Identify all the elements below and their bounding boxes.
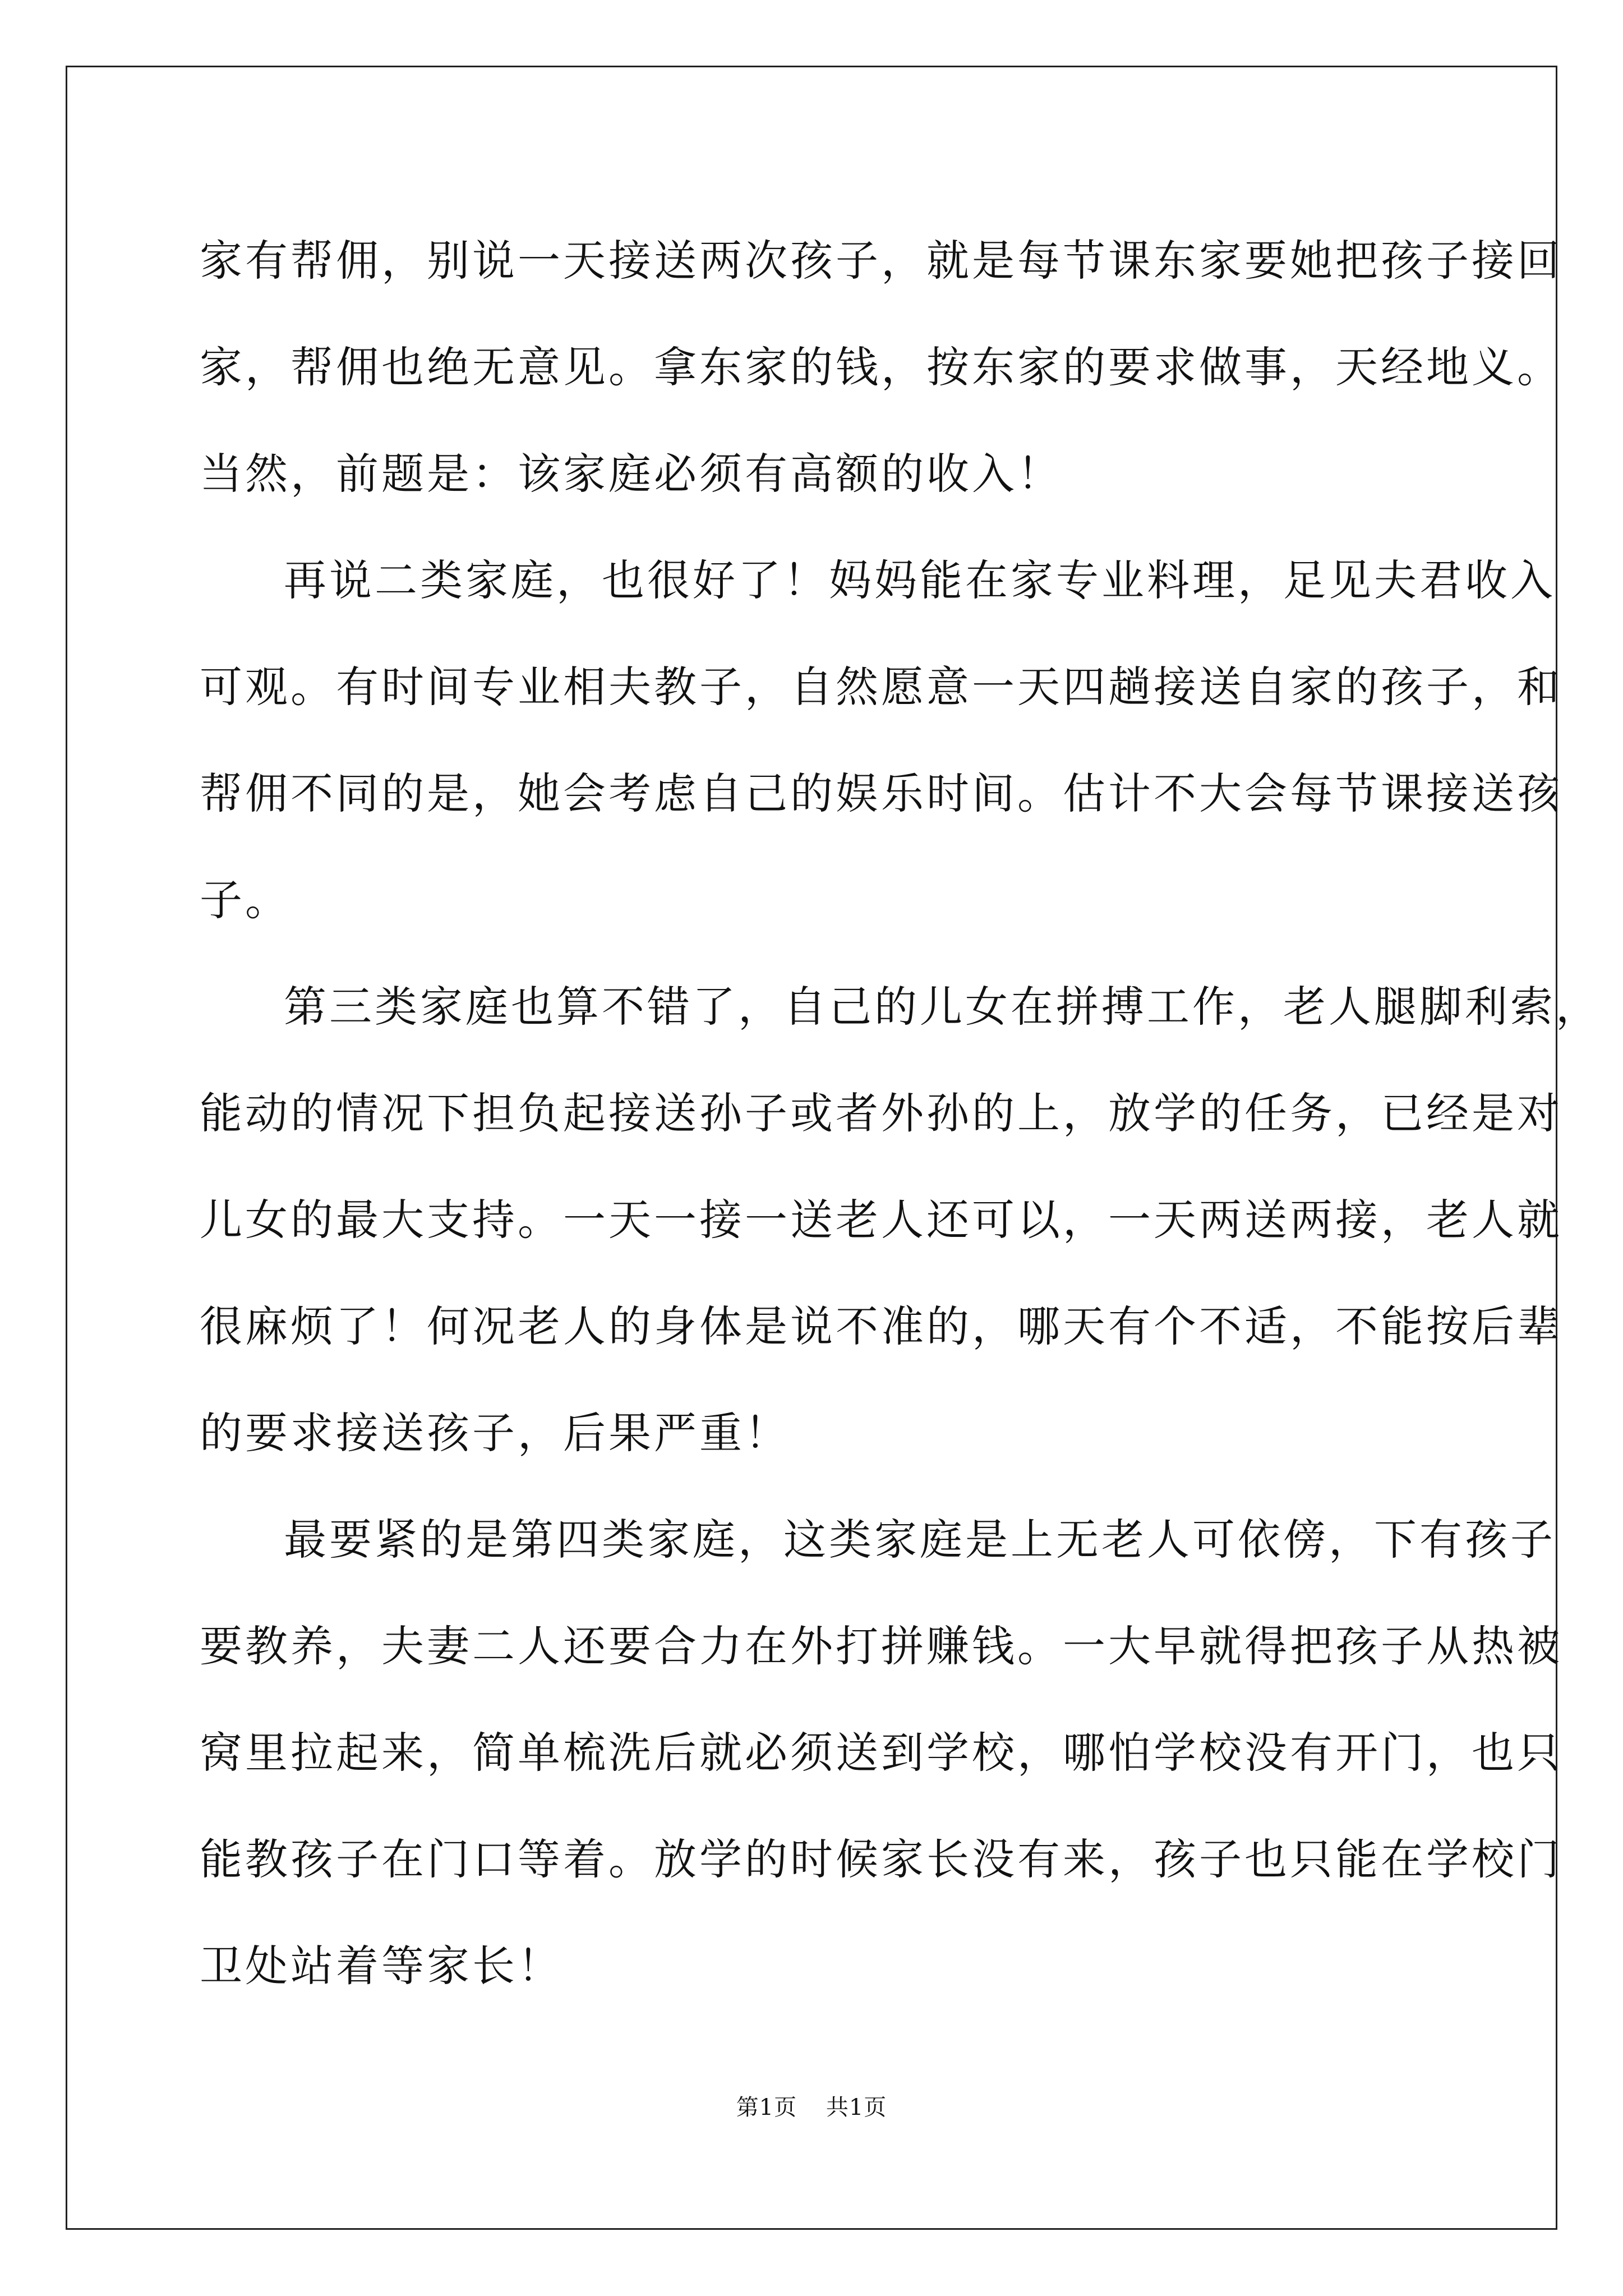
page-footer (0, 2090, 1623, 2122)
text-line: 子。 (200, 875, 291, 925)
text-line: 家有帮佣，别说一天接送两次孩子，就是每节课东家要她把孩子接回 (200, 236, 1562, 286)
text-line: 的要求接送孩子，后果严重！ (200, 1408, 790, 1458)
text-line: 第三类家庭也算不错了，自己的儿女在拼搏工作，老人腿脚利索， (284, 982, 1601, 1032)
text-line: 要教养，夫妻二人还要合力在外打拼赚钱。一大早就得把孩子从热被 (200, 1621, 1562, 1671)
text-line: 很麻烦了！何况老人的身体是说不准的，哪天有个不适，不能按后辈 (200, 1301, 1562, 1351)
text-line: 儿女的最大支持。一天一接一送老人还可以，一天两送两接，老人就 (200, 1195, 1562, 1245)
text-line: 最要紧的是第四类家庭，这类家庭是上无老人可依傍，下有孩子 (284, 1515, 1556, 1565)
text-line: 家，帮佣也绝无意见。拿东家的钱，按东家的要求做事，天经地义。 (200, 342, 1562, 392)
document-body (200, 208, 1601, 2019)
text-line: 可观。有时间专业相夫教子，自然愿意一天四趟接送自家的孩子，和 (200, 662, 1562, 712)
page-total: 共1页 (826, 2095, 887, 2120)
page-number: 第1页 (736, 2095, 797, 2120)
text-line: 帮佣不同的是，她会考虑自己的娱乐时间。估计不大会每节课接送孩 (200, 769, 1562, 818)
text-line: 能教孩子在门口等着。放学的时候家长没有来，孩子也只能在学校门 (200, 1834, 1562, 1884)
text-line: 卫处站着等家长！ (200, 1941, 563, 1991)
text-line: 再说二类家庭，也很好了！妈妈能在家专业料理，足见夫君收入 (284, 555, 1556, 605)
text-line: 当然，前题是：该家庭必须有高额的收入！ (200, 449, 1063, 499)
text-line: 窝里拉起来，简单梳洗后就必须送到学校，哪怕学校没有开门，也只 (200, 1728, 1562, 1778)
text-line: 能动的情况下担负起接送孙子或者外孙的上，放学的任务，已经是对 (200, 1088, 1562, 1138)
